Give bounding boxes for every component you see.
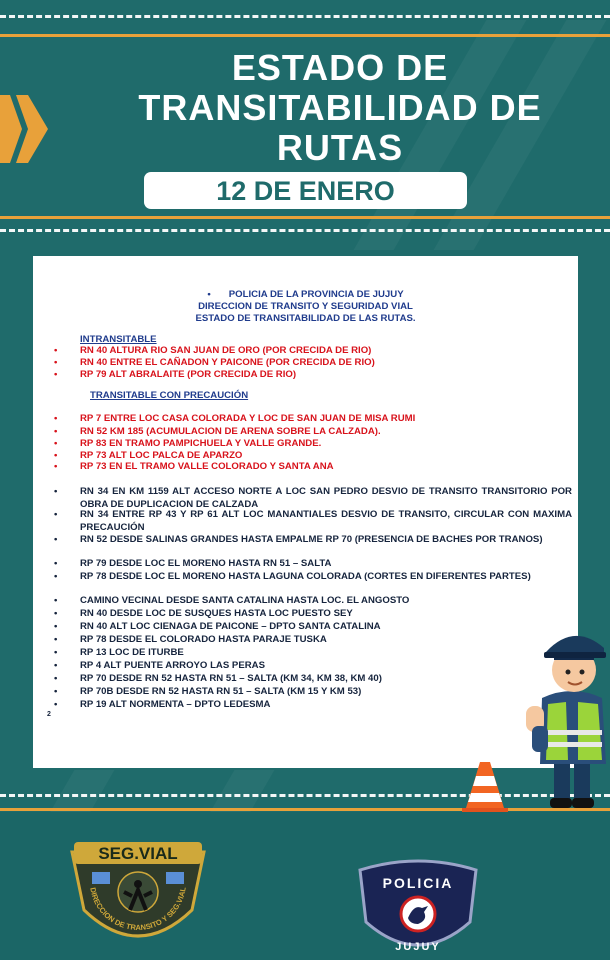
bottom-orange-line (0, 808, 610, 811)
top-dashed-line (0, 15, 610, 18)
list-item: • CAMINO VECINAL DESDE SANTA CATALINA HASTA LOC. EL ANGOSTO (54, 595, 410, 606)
policia-title: POLICIA (382, 875, 454, 891)
seg-vial-title: SEG.VIAL (98, 844, 178, 863)
title-line-2: TRANSITABILIDAD DE (138, 87, 542, 128)
precaucion-label: TRANSITABLE CON PRECAUCIÓN (90, 390, 249, 401)
intransitable-label: INTRANSITABLE (80, 334, 157, 345)
list-item: • RN 40 ALTURA RIO SAN JUAN DE ORO (POR CRECIDA DE RIO) (54, 345, 372, 356)
list-item: • RP 73 ALT LOC PALCA DE APARZO (54, 450, 243, 461)
mid-dashed-line (0, 229, 610, 232)
list-item: • RP 83 EN TRAMO PAMPICHUELA Y VALLE GRANDE. (54, 438, 322, 449)
date-badge: 12 DE ENERO (144, 172, 467, 209)
list-item: • RN 34 EN KM 1159 ALT ACCESO NORTE A LOC SAN PEDRO DESVIO DE TRANSITO TRANSITORIO POR OBRA DE DUPLICACION DE CALZADA (54, 486, 572, 510)
document-panel (33, 256, 578, 768)
page-title (60, 48, 610, 168)
list-item: • RP 70 DESDE RN 52 HASTA RN 51 – SALTA (KM 34, KM 38, KM 40) (54, 673, 382, 684)
seg-vial-logo (66, 838, 210, 960)
list-item: • RP 78 DESDE EL COLORADO HASTA PARAJE TUSKA (54, 634, 327, 645)
title-line-1: ESTADO DE (231, 47, 449, 88)
doc-heading-2: DIRECCION DE TRANSITO Y SEGURIDAD VIAL (198, 301, 413, 312)
list-item: • RP 19 ALT NORMENTA – DPTO LEDESMA (54, 699, 271, 710)
list-item: • RP 79 ALT ABRALAITE (POR CRECIDA DE RIO) (54, 369, 297, 380)
police-officer-illustration (522, 618, 610, 814)
top-orange-line (0, 34, 610, 37)
policia-jujuy-logo (356, 858, 480, 958)
list-item: • RP 73 EN EL TRAMO VALLE COLORADO Y SANTA ANA (54, 461, 334, 472)
bottom-dashed-line (0, 794, 610, 797)
jujuy-label: JUJUY (395, 941, 441, 953)
traffic-cone-icon (460, 760, 510, 816)
list-item: • RP 4 ALT PUENTE ARROYO LAS PERAS (54, 660, 265, 671)
mid-orange-line (0, 216, 610, 219)
list-item: • RP 7 ENTRE LOC CASA COLORADA Y LOC DE SAN JUAN DE MISA RUMI (54, 413, 416, 424)
bullet: • (207, 289, 211, 300)
list-item: • RP 79 DESDE LOC EL MORENO HASTA RN 51 – SALTA (54, 558, 332, 569)
seg-vial-ring-text: DIRECCION DE TRANSITO Y SEG.VIAL (88, 886, 188, 933)
list-item: • RP 13 LOC DE ITURBE (54, 647, 184, 658)
doc-heading-3: ESTADO DE TRANSITABILIDAD DE LAS RUTAS. (195, 313, 416, 324)
list-item: • RP 70B DESDE RN 52 HASTA RN 51 – SALTA (KM 15 Y KM 53) (54, 686, 362, 697)
list-item: • RN 40 ALT LOC CIENAGA DE PAICONE – DPTO SANTA CATALINA (54, 621, 381, 632)
list-item: • RP 78 DESDE LOC EL MORENO HASTA LAGUNA COLORADA (CORTES EN DIFERENTES PARTES) (54, 571, 531, 582)
list-item: • RN 52 DESDE SALINAS GRANDES HASTA EMPALME RP 70 (PRESENCIA DE BACHES POR TRANOS) (54, 534, 543, 545)
chevron-arrow-icon (0, 95, 50, 163)
doc-heading-1: • POLICIA DE LA PROVINCIA DE JUJUY (207, 289, 404, 300)
list-item: • RN 40 ENTRE EL CAÑADON Y PAICONE (POR CRECIDA DE RIO) (54, 357, 375, 368)
list-item: • RN 40 DESDE LOC DE SUSQUES HASTA LOC PUESTO SEY (54, 608, 353, 619)
page-marker: 2 (47, 711, 51, 718)
list-item: • RN 52 KM 185 (ACUMULACION DE ARENA SOBRE LA CALZADA). (54, 426, 381, 437)
list-item: • RN 34 ENTRE RP 43 Y RP 61 ALT LOC MANANTIALES DESVIO DE TRANSITO, CIRCULAR CON MAXIMA PRECAUCIÓN (54, 509, 572, 533)
title-line-3: RUTAS (276, 127, 404, 168)
